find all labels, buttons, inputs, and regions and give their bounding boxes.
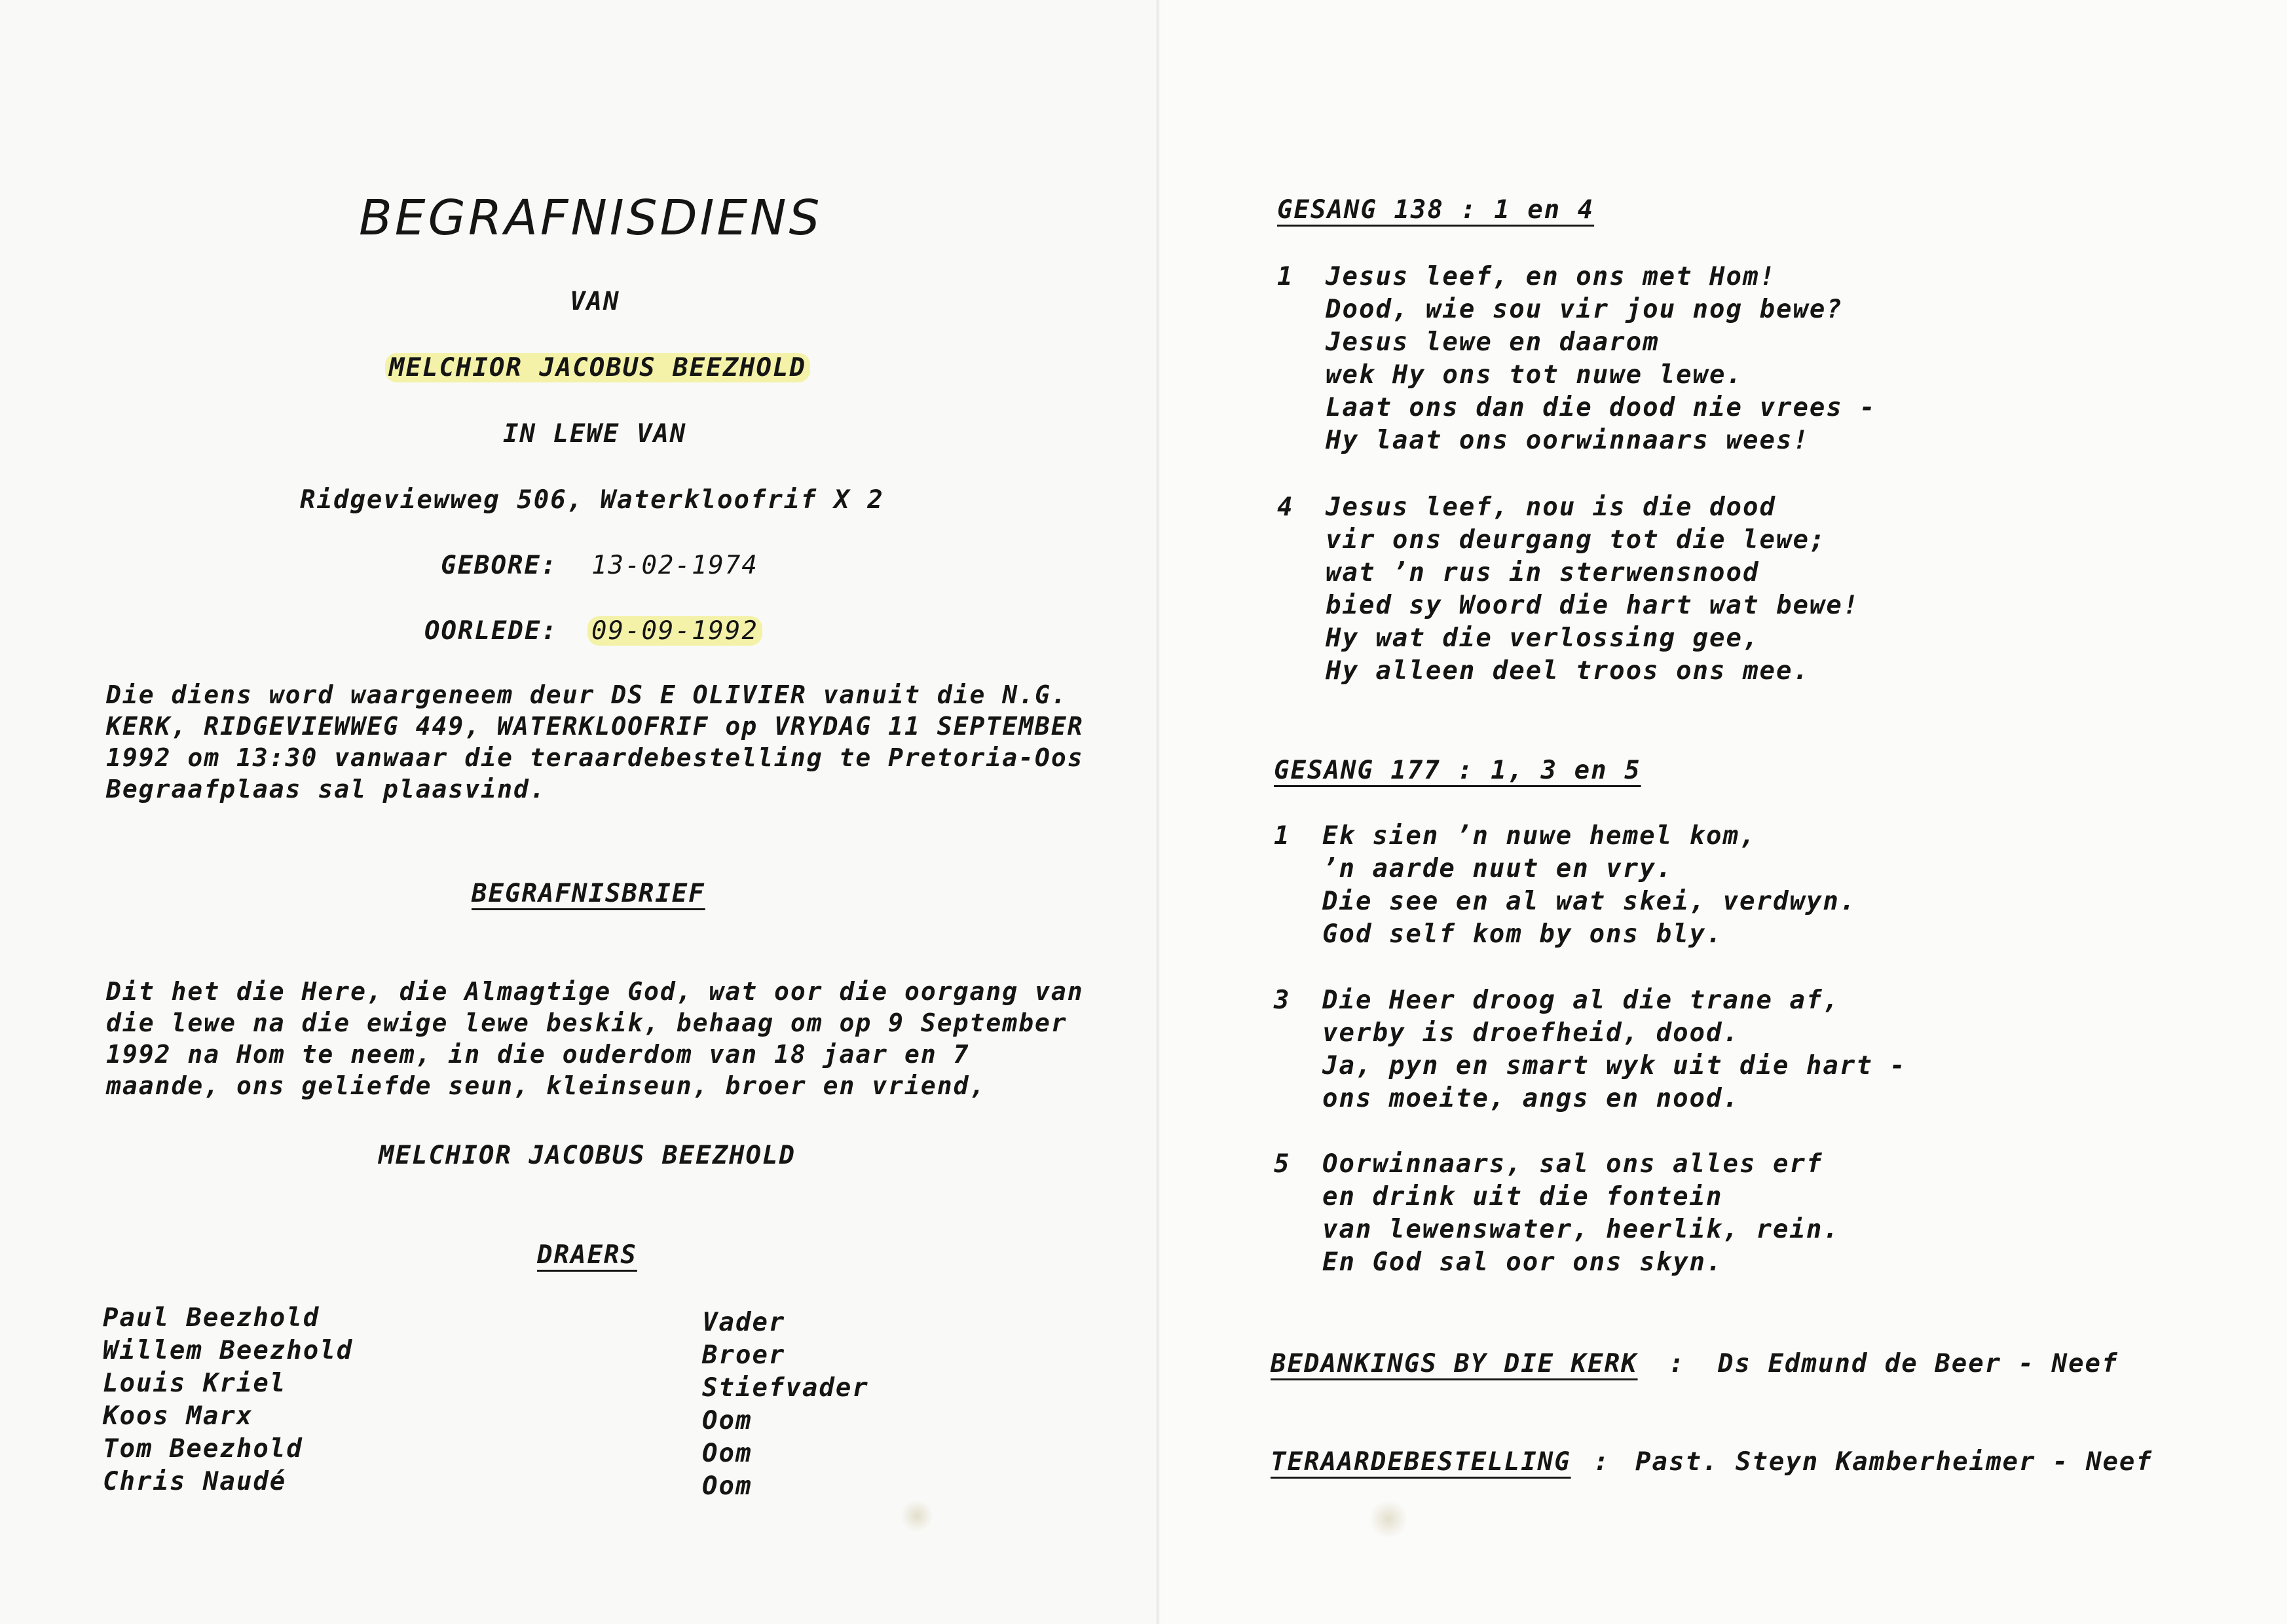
page-fold	[1157, 0, 1161, 1624]
draer-name: Louis Kriel	[103, 1369, 287, 1398]
gesang-138-heading: GESANG 138 : 1 en 4	[1277, 195, 1595, 225]
gesang-177-heading: GESANG 177 : 1, 3 en 5	[1274, 756, 1641, 785]
verse-line: Jesus leef, en ons met Hom!	[1326, 262, 1776, 291]
gebore-value: 13-02-1974	[591, 551, 758, 580]
verse-line: Die see en al wat skei, verdwyn.	[1322, 887, 1857, 916]
service-line: KERK, RIDGEVIEWWEG 449, WATERKLOOFRIF op VRYDAG 11 SEPTEMBER	[106, 712, 1084, 741]
in-lewe-van-label: IN LEWE VAN	[503, 419, 687, 449]
deceased-name-text: MELCHIOR JACOBUS BEEZHOLD	[385, 353, 810, 382]
draer-relation: Oom	[702, 1471, 753, 1501]
verse-line: wek Hy ons tot nuwe lewe.	[1326, 360, 1743, 390]
verse-line: Ja, pyn en smart wyk uit die hart -	[1322, 1051, 1906, 1080]
verse-line: God self kom by ons bly.	[1322, 919, 1723, 949]
brief-name: MELCHIOR JACOBUS BEEZHOLD	[379, 1141, 796, 1170]
brief-line: die lewe na die ewige lewe beskik, behaag om op 9 September	[106, 1008, 1068, 1037]
draers-heading: DRAERS	[537, 1240, 637, 1270]
verse-line: van lewenswater, heerlik, rein.	[1322, 1215, 1840, 1244]
verse-line: vir ons deurgang tot die lewe;	[1326, 525, 1827, 555]
gebore-label: GEBORE:	[441, 551, 558, 580]
verse-line: wat ’n rus in sterwensnood	[1326, 558, 1760, 587]
verse-number: 4	[1277, 492, 1293, 522]
verse-line: Hy alleen deel troos ons mee.	[1326, 656, 1810, 686]
verse-line: Dood, wie sou vir jou nog bewe?	[1326, 295, 1843, 324]
verse-line: verby is droefheid, dood.	[1322, 1018, 1739, 1048]
verse-line: Laat ons dan die dood nie vrees -	[1326, 393, 1876, 422]
draer-relation: Oom	[702, 1406, 753, 1435]
draer-name: Chris Naudé	[103, 1467, 287, 1496]
teraarde-value: Past. Steyn Kamberheimer - Neef	[1635, 1447, 2153, 1477]
verse-line: Hy laat ons oorwinnaars wees!	[1326, 426, 1810, 455]
draers-relations	[702, 1306, 869, 1503]
draer-relation: Broer	[702, 1340, 786, 1370]
oorlede-value-text: 09-09-1992	[587, 616, 762, 646]
verse-line: En God sal oor ons skyn.	[1322, 1247, 1723, 1277]
draer-relation: Vader	[702, 1308, 786, 1337]
brief-line: 1992 na Hom te neem, in die ouderdom van 18 jaar en 7	[106, 1040, 970, 1069]
service-line: 1992 om 13:30 vanwaar die teraardebestelling te Pretoria-Oos	[106, 743, 1084, 772]
draers-names	[103, 1302, 353, 1498]
service-line: Begraafplaas sal plaasvind.	[106, 775, 546, 803]
draer-name: Tom Beezhold	[103, 1434, 303, 1464]
draer-name: Willem Beezhold	[103, 1336, 354, 1365]
verse-number: 5	[1274, 1149, 1290, 1179]
draer-relation: Oom	[702, 1439, 753, 1468]
begrafnisbrief-heading: BEGRAFNISBRIEF	[472, 879, 705, 908]
teraarde-label: TERAARDEBESTELLING	[1271, 1447, 1571, 1477]
service-paragraph	[106, 679, 1084, 805]
oorlede-label: OORLEDE:	[424, 616, 558, 646]
verse-number: 1	[1277, 262, 1293, 291]
deceased-name	[385, 352, 810, 384]
oorlede-value	[587, 615, 762, 648]
teraarde-separator: :	[1593, 1447, 1610, 1477]
bedankings-separator: :	[1669, 1349, 1686, 1378]
draer-relation: Stiefvader	[702, 1373, 869, 1403]
verse-line: ’n aarde nuut en vry.	[1322, 854, 1673, 883]
van-label: VAN	[570, 287, 620, 316]
draer-name: Paul Beezhold	[103, 1303, 320, 1333]
brief-line: Dit het die Here, die Almagtige God, wat oor die oorgang van	[106, 977, 1084, 1006]
service-line: Die diens word waargeneem deur DS E OLIVIER vanuit die N.G.	[106, 680, 1068, 709]
verse-line: en drink uit die fontein	[1322, 1182, 1723, 1211]
verse-line: ons moeite, angs en nood.	[1322, 1084, 1739, 1113]
verse-line: Hy wat die verlossing gee,	[1326, 623, 1760, 653]
paper-stain	[901, 1500, 933, 1532]
bedankings-label: BEDANKINGS BY DIE KERK	[1271, 1349, 1638, 1378]
draer-name: Koos Marx	[103, 1401, 253, 1431]
verse-line: bied sy Woord die hart wat bewe!	[1326, 591, 1860, 620]
verse-line: Die Heer droog al die trane af,	[1322, 986, 1840, 1015]
verse-line: Oorwinnaars, sal ons alles erf	[1322, 1149, 1823, 1179]
verse-line: Jesus lewe en daarom	[1326, 327, 1660, 357]
right-page	[1161, 0, 2287, 1624]
verse-line: Ek sien ’n nuwe hemel kom,	[1322, 821, 1757, 851]
verse-number: 3	[1274, 986, 1290, 1015]
document-title: BEGRAFNISDIENS	[359, 190, 823, 246]
bedankings-value: Ds Edmund de Beer - Neef	[1718, 1349, 2119, 1378]
brief-paragraph	[106, 976, 1084, 1101]
address: Ridgeviewweg 506, Waterkloofrif X 2	[300, 485, 884, 515]
paper-stain	[1369, 1500, 1408, 1539]
verse-line: Jesus leef, nou is die dood	[1326, 492, 1776, 522]
verse-number: 1	[1274, 821, 1290, 851]
brief-line: maande, ons geliefde seun, kleinseun, broer en vriend,	[106, 1071, 986, 1100]
